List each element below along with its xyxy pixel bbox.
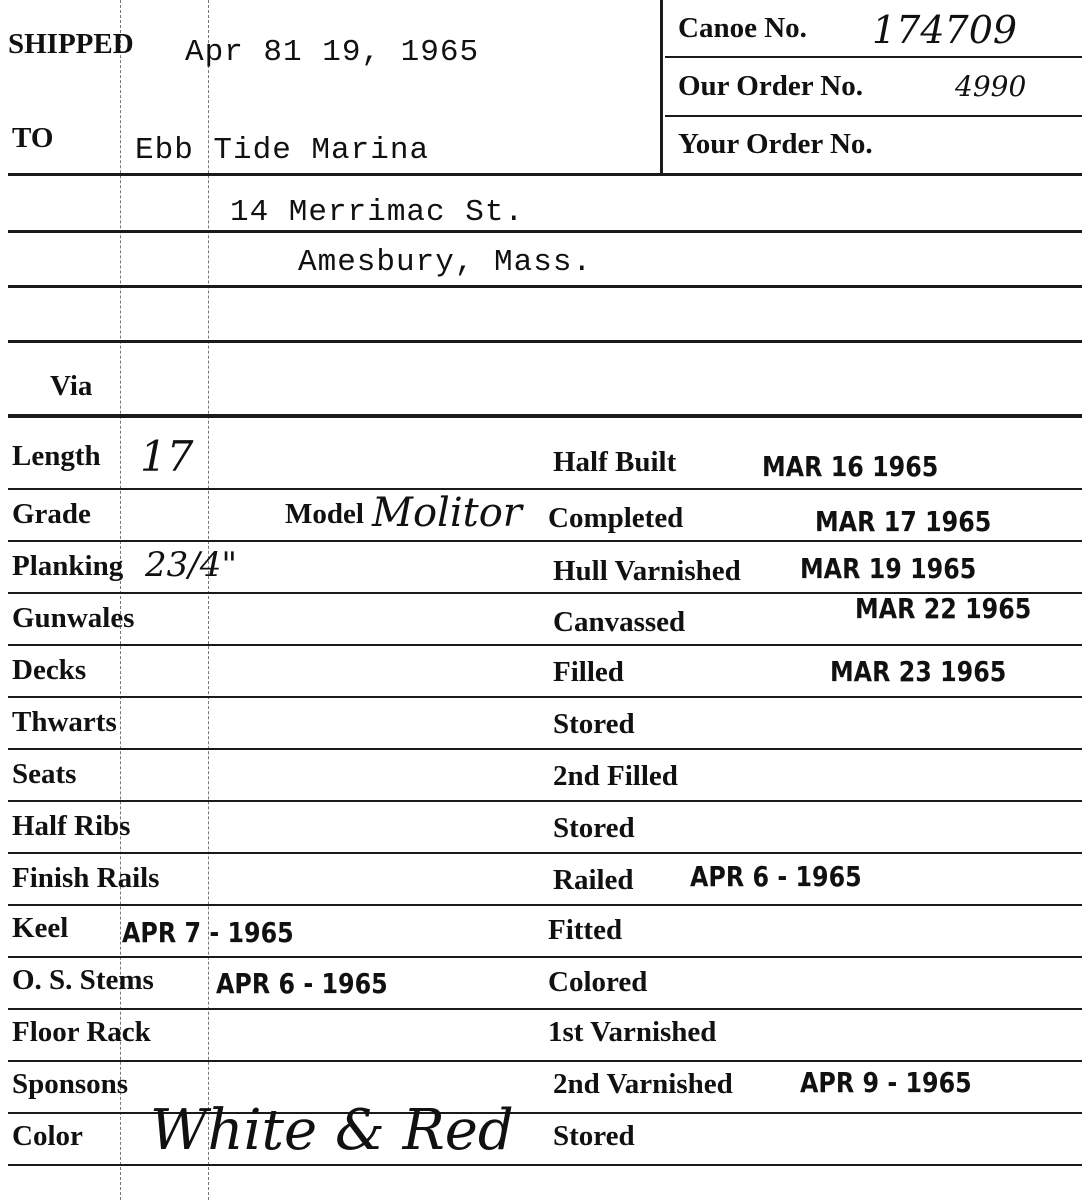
keel-stamp: APR 7 - 1965 xyxy=(122,916,294,949)
spec-label-gunwales: Gunwales xyxy=(12,602,135,634)
our-order-label: Our Order No. xyxy=(678,70,864,102)
canoe-no-label: Canoe No. xyxy=(678,12,807,44)
stage-label-hull-varnished: Hull Varnished xyxy=(553,555,741,587)
stage-label-2nd-filled: 2nd Filled xyxy=(553,760,678,792)
color-value: White & Red xyxy=(150,1098,514,1163)
address-line-1: 14 Merrimac St. xyxy=(230,195,525,230)
rule xyxy=(8,230,1082,233)
rule xyxy=(665,56,1082,58)
spec-label-floor-rack: Floor Rack xyxy=(12,1016,151,1048)
header-divider xyxy=(660,0,663,176)
stage-label-stored: Stored xyxy=(553,812,635,844)
os-stems-stamp: APR 6 - 1965 xyxy=(216,967,388,1000)
rule xyxy=(8,414,1082,418)
filled-stamp: MAR 23 1965 xyxy=(830,655,1007,688)
model-value: Molitor xyxy=(372,490,522,536)
stage-label-filled: Filled xyxy=(553,656,624,688)
rule xyxy=(8,644,1082,646)
spec-label-half-ribs: Half Ribs xyxy=(12,810,131,842)
stage-label-stored: Stored xyxy=(553,708,635,740)
to-label: TO xyxy=(12,122,54,154)
2nd-varnished-stamp: APR 9 - 1965 xyxy=(800,1066,972,1099)
your-order-label: Your Order No. xyxy=(678,128,873,160)
stage-label-1st-varnished: 1st Varnished xyxy=(548,1016,717,1048)
rule xyxy=(8,852,1082,854)
railed-stamp: APR 6 - 1965 xyxy=(690,860,862,893)
length-value: 17 xyxy=(140,432,194,481)
canvassed-stamp: MAR 22 1965 xyxy=(855,592,1032,625)
stage-label-2nd-varnished: 2nd Varnished xyxy=(553,1068,733,1100)
spec-label-thwarts: Thwarts xyxy=(12,706,117,738)
our-order-value: 4990 xyxy=(955,70,1027,103)
via-label: Via xyxy=(50,370,93,402)
rule xyxy=(8,748,1082,750)
stage-label-completed: Completed xyxy=(548,502,684,534)
spec-label-sponsons: Sponsons xyxy=(12,1068,129,1100)
hull-varnished-stamp: MAR 19 1965 xyxy=(800,552,977,585)
ruled-line xyxy=(208,0,210,1200)
spec-label-finish-rails: Finish Rails xyxy=(12,862,160,894)
canoe-no-value: 174709 xyxy=(872,8,1018,52)
spec-label-grade: Grade xyxy=(12,498,91,530)
rule xyxy=(8,340,1082,343)
spec-label-length: Length xyxy=(12,440,101,472)
spec-label-decks: Decks xyxy=(12,654,87,686)
spec-label-os-stems: O. S. Stems xyxy=(12,964,154,996)
stage-label-canvassed: Canvassed xyxy=(553,606,686,638)
stage-label-half-built: Half Built xyxy=(553,446,677,478)
shipped-date: Apr 81 19, 1965 xyxy=(185,35,480,70)
rule xyxy=(8,1060,1082,1062)
rule xyxy=(8,904,1082,906)
shipped-label: SHIPPED xyxy=(8,28,134,60)
recipient-name: Ebb Tide Marina xyxy=(135,133,430,168)
rule xyxy=(8,1164,1082,1166)
rule xyxy=(8,1008,1082,1010)
half-built-stamp: MAR 16 1965 xyxy=(762,450,939,483)
stage-label-colored: Colored xyxy=(548,966,648,998)
rule xyxy=(8,173,1082,176)
rule xyxy=(8,488,1082,490)
stage-label-stored: Stored xyxy=(553,1120,635,1152)
rule xyxy=(8,956,1082,958)
spec-label-planking: Planking xyxy=(12,550,124,582)
rule xyxy=(8,285,1082,288)
rule xyxy=(8,540,1082,542)
rule xyxy=(665,115,1082,117)
spec-label-keel: Keel xyxy=(12,912,69,944)
rule xyxy=(8,696,1082,698)
completed-stamp: MAR 17 1965 xyxy=(815,505,992,538)
address-line-2: Amesbury, Mass. xyxy=(298,245,593,280)
model-label: Model xyxy=(285,498,364,530)
planking-value: 23/4" xyxy=(145,545,237,585)
spec-label-color: Color xyxy=(12,1120,83,1152)
stage-label-fitted: Fitted xyxy=(548,914,623,946)
rule xyxy=(8,800,1082,802)
spec-label-seats: Seats xyxy=(12,758,77,790)
stage-label-railed: Railed xyxy=(553,864,634,896)
